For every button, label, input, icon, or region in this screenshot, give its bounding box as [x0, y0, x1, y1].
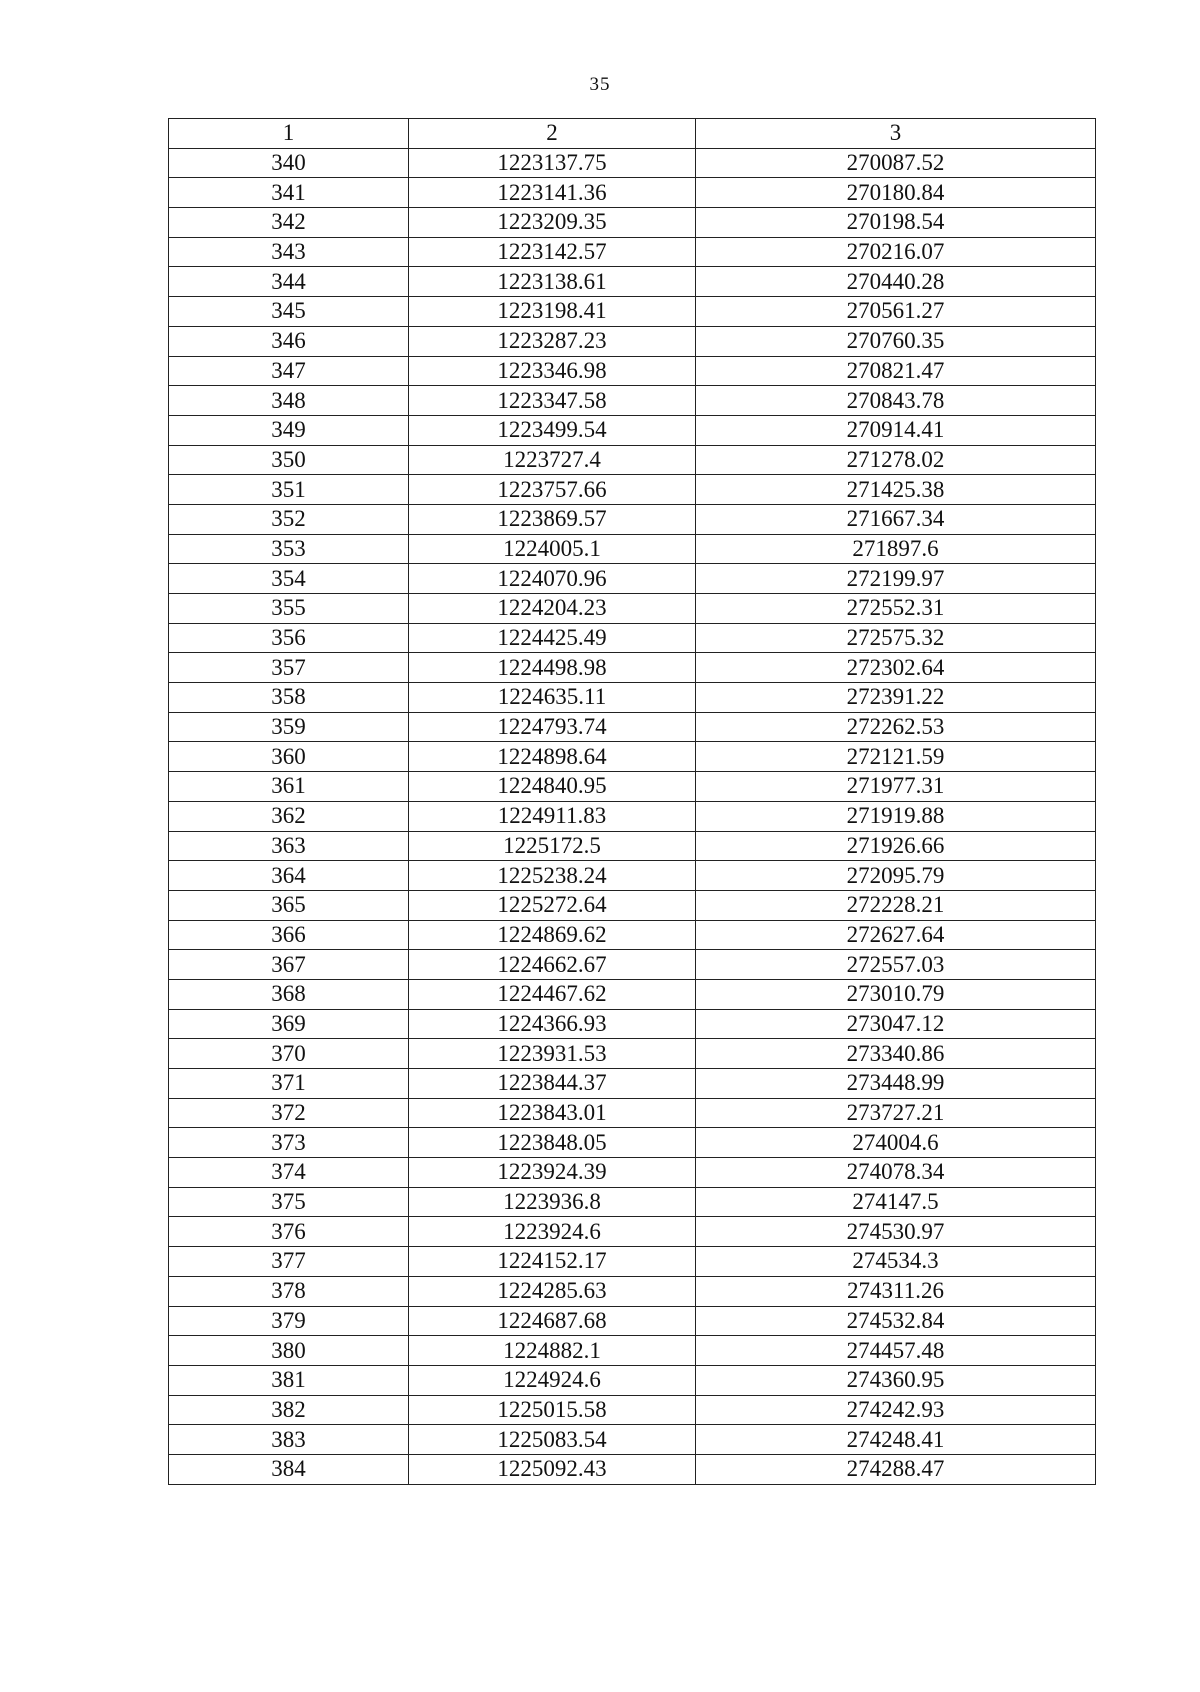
cell-coordinate-y: 270561.27	[696, 297, 1096, 327]
table-row	[169, 653, 1096, 683]
cell-coordinate-y: 270180.84	[696, 178, 1096, 208]
coordinates-table	[168, 118, 1096, 1485]
cell-coordinate-x: 1224687.68	[409, 1306, 696, 1336]
cell-coordinate-y: 270216.07	[696, 237, 1096, 267]
cell-coordinate-y: 272121.59	[696, 742, 1096, 772]
table-row	[169, 267, 1096, 297]
cell-point-number: 345	[169, 297, 409, 327]
cell-coordinate-y: 274360.95	[696, 1365, 1096, 1395]
table-body	[169, 148, 1096, 1484]
cell-coordinate-y: 270914.41	[696, 415, 1096, 445]
cell-coordinate-y: 271897.6	[696, 534, 1096, 564]
cell-point-number: 379	[169, 1306, 409, 1336]
table-row	[169, 237, 1096, 267]
cell-coordinate-x: 1223844.37	[409, 1069, 696, 1099]
cell-coordinate-y: 272552.31	[696, 594, 1096, 624]
cell-point-number: 370	[169, 1039, 409, 1069]
cell-coordinate-y: 271977.31	[696, 772, 1096, 802]
cell-point-number: 365	[169, 890, 409, 920]
cell-coordinate-y: 274532.84	[696, 1306, 1096, 1336]
cell-point-number: 351	[169, 475, 409, 505]
cell-coordinate-x: 1224793.74	[409, 712, 696, 742]
table-row	[169, 594, 1096, 624]
table-row	[169, 1098, 1096, 1128]
column-header-3: 3	[696, 119, 1096, 149]
cell-point-number: 372	[169, 1098, 409, 1128]
cell-coordinate-x: 1224898.64	[409, 742, 696, 772]
table-row	[169, 1187, 1096, 1217]
cell-coordinate-x: 1223287.23	[409, 326, 696, 356]
cell-coordinate-y: 270440.28	[696, 267, 1096, 297]
cell-coordinate-x: 1225172.5	[409, 831, 696, 861]
table-row	[169, 950, 1096, 980]
table-row	[169, 475, 1096, 505]
table-row	[169, 683, 1096, 713]
column-header-1: 1	[169, 119, 409, 149]
cell-point-number: 378	[169, 1276, 409, 1306]
cell-coordinate-x: 1225238.24	[409, 861, 696, 891]
cell-coordinate-x: 1224467.62	[409, 979, 696, 1009]
cell-coordinate-x: 1224840.95	[409, 772, 696, 802]
table-row	[169, 1395, 1096, 1425]
cell-point-number: 341	[169, 178, 409, 208]
table-row	[169, 742, 1096, 772]
table-row	[169, 801, 1096, 831]
table-row	[169, 415, 1096, 445]
cell-coordinate-y: 270198.54	[696, 208, 1096, 238]
cell-point-number: 354	[169, 564, 409, 594]
table-row	[169, 356, 1096, 386]
cell-coordinate-x: 1224204.23	[409, 594, 696, 624]
cell-point-number: 344	[169, 267, 409, 297]
cell-coordinate-x: 1223727.4	[409, 445, 696, 475]
cell-coordinate-y: 272228.21	[696, 890, 1096, 920]
cell-coordinate-x: 1224911.83	[409, 801, 696, 831]
cell-coordinate-y: 274530.97	[696, 1217, 1096, 1247]
cell-coordinate-y: 273010.79	[696, 979, 1096, 1009]
cell-point-number: 359	[169, 712, 409, 742]
cell-coordinate-y: 273727.21	[696, 1098, 1096, 1128]
cell-point-number: 364	[169, 861, 409, 891]
cell-point-number: 383	[169, 1425, 409, 1455]
cell-point-number: 356	[169, 623, 409, 653]
cell-point-number: 381	[169, 1365, 409, 1395]
cell-coordinate-x: 1223346.98	[409, 356, 696, 386]
cell-coordinate-x: 1223499.54	[409, 415, 696, 445]
cell-coordinate-x: 1223198.41	[409, 297, 696, 327]
cell-coordinate-x: 1223209.35	[409, 208, 696, 238]
cell-coordinate-y: 270843.78	[696, 386, 1096, 416]
cell-coordinate-x: 1225015.58	[409, 1395, 696, 1425]
cell-coordinate-y: 272302.64	[696, 653, 1096, 683]
cell-coordinate-x: 1223936.8	[409, 1187, 696, 1217]
page-number: 35	[589, 74, 611, 95]
table-row	[169, 1276, 1096, 1306]
cell-coordinate-x: 1223924.6	[409, 1217, 696, 1247]
cell-coordinate-x: 1224366.93	[409, 1009, 696, 1039]
cell-coordinate-y: 272557.03	[696, 950, 1096, 980]
cell-point-number: 343	[169, 237, 409, 267]
cell-coordinate-y: 274004.6	[696, 1128, 1096, 1158]
table-header-row	[169, 119, 1096, 149]
table-row	[169, 326, 1096, 356]
cell-point-number: 368	[169, 979, 409, 1009]
table-row	[169, 1306, 1096, 1336]
cell-point-number: 375	[169, 1187, 409, 1217]
table-row	[169, 712, 1096, 742]
cell-coordinate-x: 1225083.54	[409, 1425, 696, 1455]
cell-coordinate-y: 270760.35	[696, 326, 1096, 356]
cell-coordinate-y: 274147.5	[696, 1187, 1096, 1217]
cell-point-number: 363	[169, 831, 409, 861]
cell-coordinate-y: 271278.02	[696, 445, 1096, 475]
table-row	[169, 861, 1096, 891]
cell-point-number: 340	[169, 148, 409, 178]
table-row	[169, 208, 1096, 238]
cell-coordinate-x: 1225092.43	[409, 1454, 696, 1484]
cell-coordinate-y: 270087.52	[696, 148, 1096, 178]
cell-coordinate-y: 272575.32	[696, 623, 1096, 653]
cell-coordinate-x: 1223138.61	[409, 267, 696, 297]
cell-point-number: 347	[169, 356, 409, 386]
cell-point-number: 352	[169, 504, 409, 534]
cell-coordinate-y: 271667.34	[696, 504, 1096, 534]
table-row	[169, 148, 1096, 178]
cell-coordinate-x: 1223869.57	[409, 504, 696, 534]
table-row	[169, 772, 1096, 802]
cell-coordinate-y: 273340.86	[696, 1039, 1096, 1069]
cell-coordinate-x: 1224005.1	[409, 534, 696, 564]
cell-coordinate-x: 1224635.11	[409, 683, 696, 713]
cell-point-number: 346	[169, 326, 409, 356]
table-row	[169, 1128, 1096, 1158]
cell-coordinate-x: 1223347.58	[409, 386, 696, 416]
table-row	[169, 386, 1096, 416]
cell-point-number: 384	[169, 1454, 409, 1484]
cell-point-number: 362	[169, 801, 409, 831]
cell-point-number: 380	[169, 1336, 409, 1366]
cell-point-number: 342	[169, 208, 409, 238]
cell-point-number: 377	[169, 1247, 409, 1277]
table-row	[169, 297, 1096, 327]
cell-coordinate-y: 271919.88	[696, 801, 1096, 831]
cell-point-number: 358	[169, 683, 409, 713]
table-row	[169, 831, 1096, 861]
cell-coordinate-y: 271926.66	[696, 831, 1096, 861]
cell-coordinate-x: 1224152.17	[409, 1247, 696, 1277]
cell-coordinate-y: 274311.26	[696, 1276, 1096, 1306]
cell-coordinate-y: 272262.53	[696, 712, 1096, 742]
cell-point-number: 371	[169, 1069, 409, 1099]
cell-coordinate-x: 1223848.05	[409, 1128, 696, 1158]
table-row	[169, 623, 1096, 653]
cell-coordinate-x: 1223757.66	[409, 475, 696, 505]
cell-coordinate-x: 1223924.39	[409, 1158, 696, 1188]
cell-point-number: 382	[169, 1395, 409, 1425]
table-row	[169, 890, 1096, 920]
cell-coordinate-x: 1223142.57	[409, 237, 696, 267]
cell-coordinate-x: 1224924.6	[409, 1365, 696, 1395]
cell-coordinate-x: 1224869.62	[409, 920, 696, 950]
cell-point-number: 361	[169, 772, 409, 802]
table-row	[169, 178, 1096, 208]
cell-point-number: 349	[169, 415, 409, 445]
cell-point-number: 367	[169, 950, 409, 980]
cell-coordinate-y: 274248.41	[696, 1425, 1096, 1455]
cell-coordinate-x: 1224882.1	[409, 1336, 696, 1366]
cell-coordinate-x: 1224662.67	[409, 950, 696, 980]
table-row	[169, 1069, 1096, 1099]
table-row	[169, 1425, 1096, 1455]
table-row	[169, 1158, 1096, 1188]
cell-point-number: 353	[169, 534, 409, 564]
cell-coordinate-y: 273047.12	[696, 1009, 1096, 1039]
cell-coordinate-x: 1224425.49	[409, 623, 696, 653]
table-row	[169, 564, 1096, 594]
cell-coordinate-y: 271425.38	[696, 475, 1096, 505]
cell-point-number: 373	[169, 1128, 409, 1158]
cell-point-number: 360	[169, 742, 409, 772]
cell-coordinate-x: 1223137.75	[409, 148, 696, 178]
table-row	[169, 1336, 1096, 1366]
cell-coordinate-x: 1225272.64	[409, 890, 696, 920]
cell-coordinate-y: 274457.48	[696, 1336, 1096, 1366]
cell-point-number: 357	[169, 653, 409, 683]
table-row	[169, 1365, 1096, 1395]
cell-coordinate-y: 274078.34	[696, 1158, 1096, 1188]
table-row	[169, 1454, 1096, 1484]
cell-coordinate-y: 272095.79	[696, 861, 1096, 891]
column-header-2: 2	[409, 119, 696, 149]
cell-coordinate-y: 272391.22	[696, 683, 1096, 713]
cell-coordinate-y: 270821.47	[696, 356, 1096, 386]
cell-coordinate-y: 272627.64	[696, 920, 1096, 950]
cell-coordinate-y: 274242.93	[696, 1395, 1096, 1425]
cell-coordinate-x: 1223931.53	[409, 1039, 696, 1069]
cell-coordinate-y: 272199.97	[696, 564, 1096, 594]
cell-coordinate-x: 1224070.96	[409, 564, 696, 594]
cell-point-number: 366	[169, 920, 409, 950]
cell-point-number: 374	[169, 1158, 409, 1188]
table-row	[169, 504, 1096, 534]
cell-coordinate-x: 1223843.01	[409, 1098, 696, 1128]
table-row	[169, 1217, 1096, 1247]
cell-coordinate-y: 273448.99	[696, 1069, 1096, 1099]
table-row	[169, 1009, 1096, 1039]
table-row	[169, 979, 1096, 1009]
cell-point-number: 369	[169, 1009, 409, 1039]
table-row	[169, 445, 1096, 475]
table-row	[169, 1039, 1096, 1069]
cell-point-number: 376	[169, 1217, 409, 1247]
cell-coordinate-x: 1223141.36	[409, 178, 696, 208]
cell-point-number: 355	[169, 594, 409, 624]
table-row	[169, 534, 1096, 564]
table-row	[169, 1247, 1096, 1277]
table-row	[169, 920, 1096, 950]
cell-coordinate-x: 1224498.98	[409, 653, 696, 683]
cell-coordinate-x: 1224285.63	[409, 1276, 696, 1306]
cell-coordinate-y: 274288.47	[696, 1454, 1096, 1484]
cell-point-number: 348	[169, 386, 409, 416]
cell-coordinate-y: 274534.3	[696, 1247, 1096, 1277]
cell-point-number: 350	[169, 445, 409, 475]
